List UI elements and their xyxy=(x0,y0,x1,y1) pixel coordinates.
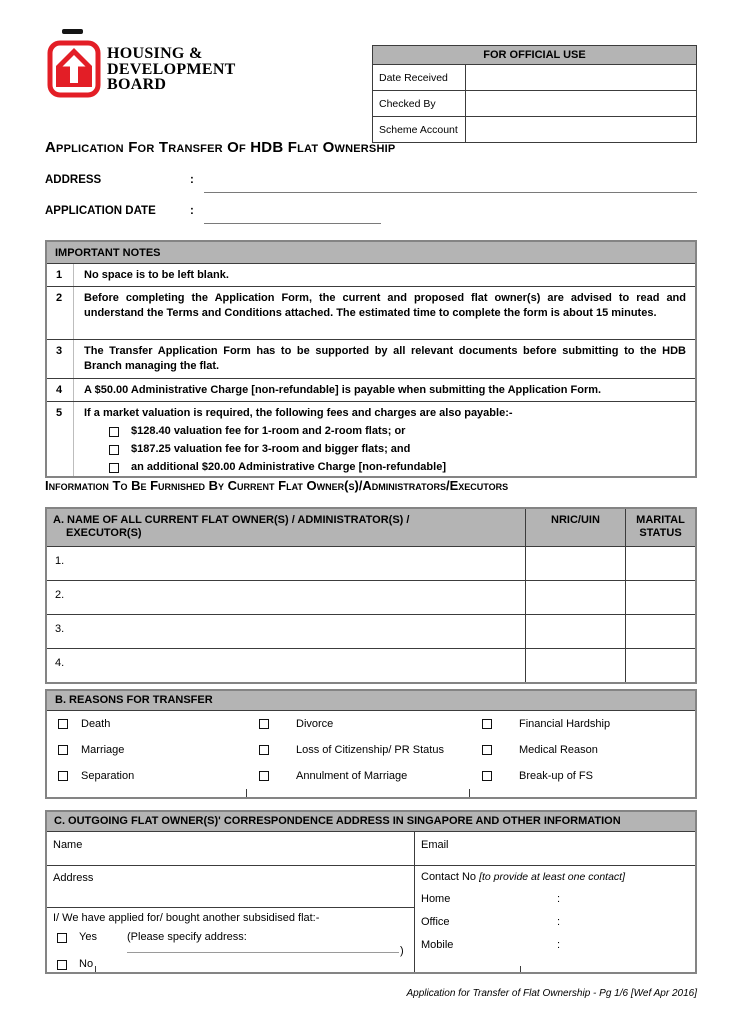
note-number: 5 xyxy=(47,402,74,476)
brand-line-2: DEVELOPMENT xyxy=(107,60,236,78)
office-field[interactable] xyxy=(577,916,687,929)
marital-status-cell[interactable] xyxy=(625,581,695,614)
table-c-title: C. OUTGOING FLAT OWNER(S)' CORRESPONDENCE ADDRESS IN SINGAPORE AND OTHER INFORMATION xyxy=(47,812,695,832)
checkbox-icon[interactable] xyxy=(58,719,68,729)
reason-label: Loss of Citizenship/ PR Status xyxy=(296,744,444,756)
scheme-account-field[interactable] xyxy=(466,117,697,143)
fee-option-row xyxy=(109,443,686,457)
checkbox-icon[interactable] xyxy=(58,771,68,781)
office-colon: : xyxy=(557,916,561,928)
table-a-header-marital: MARITAL STATUS xyxy=(625,509,695,546)
brand-line-3: BOARD xyxy=(107,76,167,93)
close-paren: ) xyxy=(400,945,404,957)
column-divider xyxy=(520,966,521,972)
reason-label: Financial Hardship xyxy=(519,718,611,730)
home-field[interactable] xyxy=(577,893,687,906)
name-label: Name xyxy=(53,839,83,851)
owner-number[interactable]: 1. xyxy=(55,555,65,567)
note-row-4 xyxy=(47,378,695,401)
fee-option-label: $187.25 valuation fee for 3-room and bigger flats; and xyxy=(131,443,411,456)
checkbox-icon[interactable] xyxy=(259,745,269,755)
owner-number[interactable]: 2. xyxy=(55,589,65,601)
table-row xyxy=(47,648,695,682)
brand-name xyxy=(107,46,236,93)
nric-cell[interactable] xyxy=(525,547,625,580)
official-use-title: FOR OFFICIAL USE xyxy=(373,46,697,65)
reason-label: Separation xyxy=(81,770,135,782)
note-number: 4 xyxy=(47,379,74,401)
note-row-2 xyxy=(47,286,695,339)
address-label: ADDRESS xyxy=(45,174,102,186)
yes-note: (Please specify address: xyxy=(127,931,247,943)
official-row-label: Scheme Account xyxy=(373,117,466,143)
reason-option xyxy=(471,711,695,737)
office-label: Office xyxy=(421,916,450,928)
checkbox-icon[interactable] xyxy=(259,719,269,729)
column-divider xyxy=(246,789,247,797)
note-5-intro: If a market valuation is required, the following fees and charges are also payable:- xyxy=(84,407,513,419)
checked-by-field[interactable] xyxy=(466,91,697,117)
table-b-grid xyxy=(47,711,695,797)
section-heading: Information To Be Furnished By Current Flat Owner(s)/Administrators/Executors xyxy=(45,478,509,493)
mobile-colon: : xyxy=(557,939,561,951)
reasons-column-2 xyxy=(248,711,471,797)
yes-label: Yes xyxy=(79,931,97,943)
column-divider xyxy=(95,966,96,972)
checkbox-icon[interactable] xyxy=(57,960,67,970)
note-text: The Transfer Application Form has to be supported by all relevant documents before submitting to the HDB Branch managing the flat. xyxy=(84,345,686,372)
application-date-label: APPLICATION DATE xyxy=(45,205,156,217)
contact-no-note: [to provide at least one contact] xyxy=(479,871,626,883)
reason-option xyxy=(47,763,248,789)
reasons-column-1 xyxy=(47,711,248,797)
table-row xyxy=(47,546,695,580)
page-footer: Application for Transfer of Flat Ownership - Pg 1/6 [Wef Apr 2016] xyxy=(406,988,697,999)
checkbox-icon[interactable] xyxy=(109,463,119,473)
reason-label: Marriage xyxy=(81,744,125,756)
reason-label: Death xyxy=(81,718,111,730)
owner-number[interactable]: 4. xyxy=(55,657,65,669)
table-row xyxy=(47,614,695,648)
official-row-label: Checked By xyxy=(373,91,466,117)
specify-address-line[interactable] xyxy=(127,940,399,953)
address-input-line[interactable] xyxy=(204,178,697,193)
important-notes-title: IMPORTANT NOTES xyxy=(47,242,695,263)
reason-label: Medical Reason xyxy=(519,744,598,756)
table-a-header-line1: A. NAME OF ALL CURRENT FLAT OWNER(S) / ADMINISTRATOR(S) / xyxy=(53,514,410,526)
note-text: No space is to be left blank. xyxy=(84,269,229,281)
note-row-1 xyxy=(47,263,695,286)
reason-option xyxy=(47,711,248,737)
note-text xyxy=(74,402,695,476)
table-a-owners xyxy=(45,507,697,684)
reason-label: Break-up of FS xyxy=(519,770,593,782)
brand-line-1: HOUSING & xyxy=(107,45,203,62)
fee-option-label: $128.40 valuation fee for 1-room and 2-room flats; or xyxy=(131,425,406,438)
date-received-field[interactable] xyxy=(466,65,697,91)
table-a-header-line2: EXECUTOR(S) xyxy=(66,527,142,539)
note-number: 2 xyxy=(47,287,74,339)
reason-label: Annulment of Marriage xyxy=(296,770,408,782)
important-notes-table xyxy=(45,240,697,478)
row-divider xyxy=(47,865,695,866)
reason-option xyxy=(248,737,471,763)
checkbox-icon[interactable] xyxy=(109,427,119,437)
table-a-header-nric: NRIC/UIN xyxy=(525,509,625,546)
nric-cell[interactable] xyxy=(525,649,625,682)
checkbox-icon[interactable] xyxy=(482,719,492,729)
fee-option-row xyxy=(109,425,686,439)
reason-option xyxy=(471,737,695,763)
page-title: Application For Transfer Of HDB Flat Ownership xyxy=(45,139,396,156)
reason-option xyxy=(248,711,471,737)
reasons-column-3 xyxy=(471,711,695,797)
mobile-label: Mobile xyxy=(421,939,454,951)
marital-status-cell[interactable] xyxy=(625,547,695,580)
contact-no-label xyxy=(421,871,625,883)
reason-option xyxy=(47,737,248,763)
checkbox-icon[interactable] xyxy=(259,771,269,781)
column-divider xyxy=(414,832,415,972)
note-text: A $50.00 Administrative Charge [non-refundable] is payable when submitting the Application Form. xyxy=(84,384,602,396)
reason-option xyxy=(471,763,695,789)
application-date-input-line[interactable] xyxy=(204,209,381,224)
email-label: Email xyxy=(421,839,449,851)
table-a-header-main xyxy=(47,509,525,546)
table-c-body xyxy=(47,832,695,972)
note-number: 3 xyxy=(47,340,74,378)
checkbox-icon[interactable] xyxy=(58,745,68,755)
marital-status-cell[interactable] xyxy=(625,649,695,682)
reason-option xyxy=(248,763,471,789)
checkbox-icon[interactable] xyxy=(57,933,67,943)
checkbox-icon[interactable] xyxy=(109,445,119,455)
column-divider xyxy=(469,789,470,797)
address-colon: : xyxy=(190,174,194,186)
checkbox-icon[interactable] xyxy=(482,771,492,781)
nric-cell[interactable] xyxy=(525,581,625,614)
official-use-table xyxy=(372,45,697,143)
mobile-field[interactable] xyxy=(577,939,687,952)
owner-number[interactable]: 3. xyxy=(55,623,65,635)
table-b-reasons xyxy=(45,689,697,799)
hdb-logo-icon xyxy=(47,40,101,103)
note-number: 1 xyxy=(47,264,74,286)
note-text: Before completing the Application Form, the current and proposed flat owner(s) are advised to read and understand the Terms and Conditions attached. The estimated time to complete the form is about 15 minutes. xyxy=(84,292,686,319)
contact-no-text: Contact No xyxy=(421,871,477,883)
table-c-correspondence xyxy=(45,810,697,974)
scan-artifact xyxy=(62,29,83,34)
address-field-label: Address xyxy=(53,872,94,884)
table-a-header xyxy=(47,509,695,546)
note-row-5 xyxy=(47,401,695,476)
home-colon: : xyxy=(557,893,561,905)
application-date-colon: : xyxy=(190,205,194,217)
subsidised-flat-question: I/ We have applied for/ bought another subsidised flat:- xyxy=(53,912,320,924)
fee-option-row xyxy=(109,461,686,475)
home-label: Home xyxy=(421,893,451,905)
table-row xyxy=(47,580,695,614)
marital-status-cell[interactable] xyxy=(625,615,695,648)
no-label: No xyxy=(79,958,94,970)
fee-option-label: an additional $20.00 Administrative Charge [non-refundable] xyxy=(131,461,446,474)
note-row-3 xyxy=(47,339,695,378)
nric-cell[interactable] xyxy=(525,615,625,648)
row-divider xyxy=(47,907,414,908)
table-b-title: B. REASONS FOR TRANSFER xyxy=(47,691,695,711)
official-row-label: Date Received xyxy=(373,65,466,91)
checkbox-icon[interactable] xyxy=(482,745,492,755)
reason-label: Divorce xyxy=(296,718,334,730)
